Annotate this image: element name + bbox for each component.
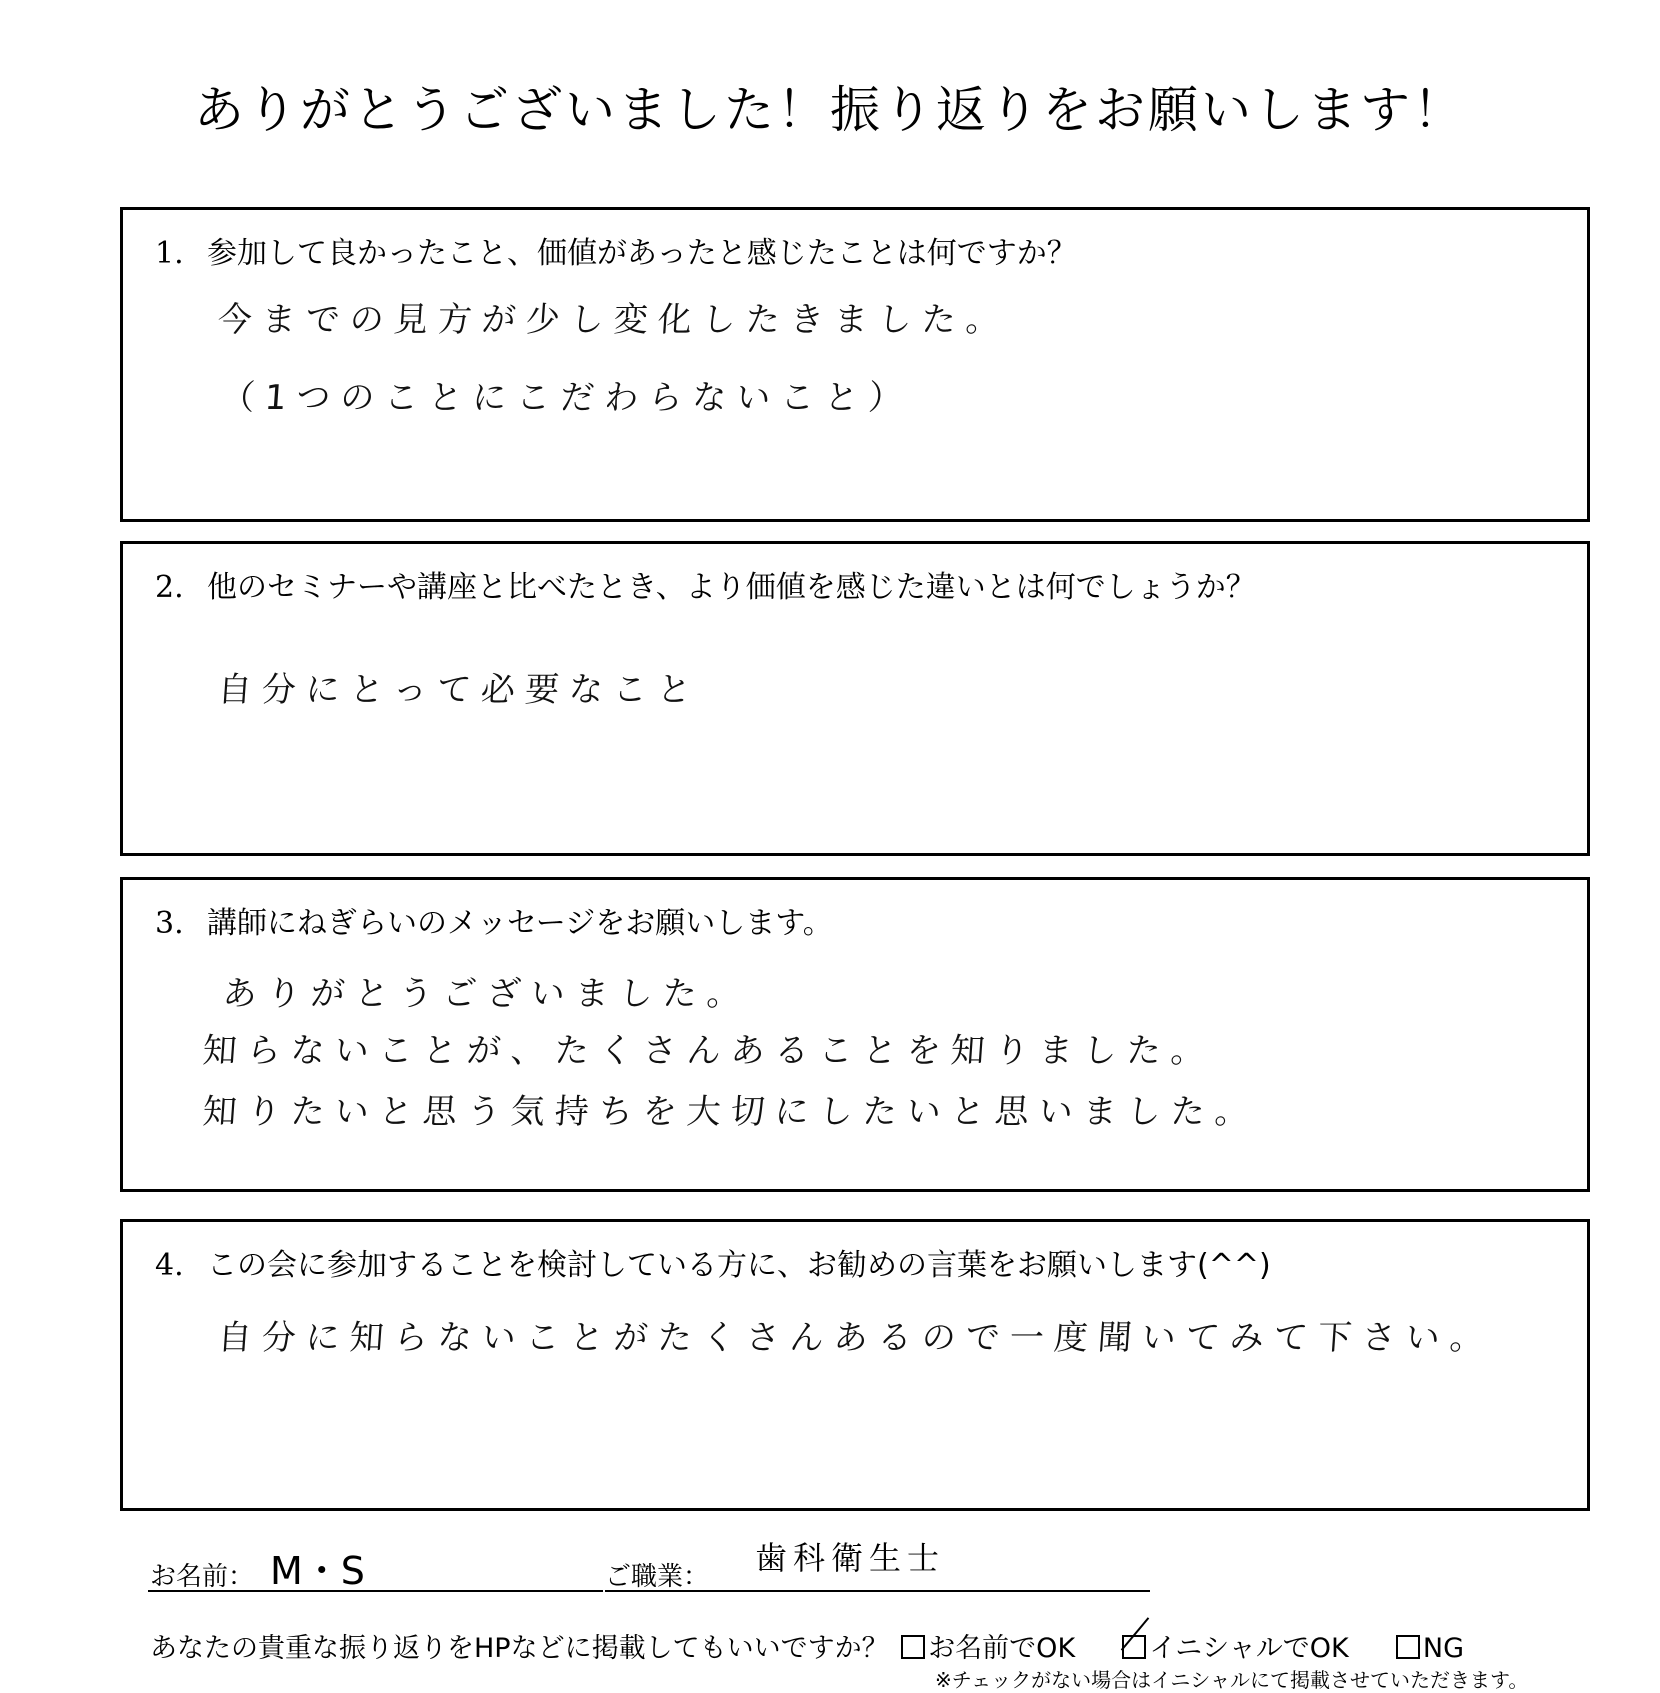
question-heading bbox=[155, 898, 833, 942]
consent-note: ※チェックがない場合はイニシャルにて掲載させていただきます。 bbox=[935, 1668, 1529, 1692]
question-box-4 bbox=[120, 1219, 1590, 1511]
page-title: ありがとうございました！振り返りをお願いします！ bbox=[194, 81, 1466, 139]
handwritten-answer-line: 知りたいと思う気持ちを大切にしたいと思いました。 bbox=[201, 1092, 1261, 1132]
name-value: M・S bbox=[270, 1549, 365, 1593]
name-underline bbox=[148, 1590, 603, 1592]
handwritten-answer-line: 知らないことが、たくさんあることを知りました。 bbox=[201, 1031, 1217, 1071]
handwritten-answer-line: ありがとうございました。 bbox=[221, 974, 753, 1014]
question-text: 講師にねぎらいのメッセージをお願いします。 bbox=[207, 906, 833, 941]
checkbox-initial-ok[interactable] bbox=[1122, 1635, 1146, 1659]
consent-question: あなたの貴重な振り返りをHPなどに掲載してもいいですか？ bbox=[150, 1633, 889, 1664]
job-underline bbox=[605, 1590, 1150, 1592]
question-text: 他のセミナーや講座と比べたとき、より価値を感じた違いとは何でしょうか？ bbox=[207, 570, 1256, 605]
handwritten-answer-line: 今までの見方が少し変化したきました。 bbox=[216, 300, 1012, 340]
question-text: この会に参加することを検討している方に、お勧めの言葉をお願いします(^^) bbox=[207, 1248, 1271, 1283]
question-text: 参加して良かったこと、価値があったと感じたことは何ですか？ bbox=[207, 236, 1077, 271]
option-label: NG bbox=[1422, 1633, 1464, 1664]
checkbox-ng[interactable] bbox=[1396, 1635, 1420, 1659]
publish-consent bbox=[150, 1626, 1464, 1665]
name-label: お名前： bbox=[150, 1562, 255, 1592]
question-box-1 bbox=[120, 207, 1590, 522]
job-value: 歯科衛生士 bbox=[755, 1539, 946, 1577]
handwritten-answer-line: （1つのことにこだわらないこと） bbox=[219, 378, 914, 418]
question-number: 4. bbox=[155, 1248, 184, 1283]
question-heading bbox=[155, 1240, 1271, 1284]
question-number: 3. bbox=[155, 906, 184, 941]
question-box-2 bbox=[120, 541, 1590, 856]
question-heading bbox=[155, 562, 1256, 606]
option-label: お名前でOK bbox=[928, 1633, 1076, 1664]
job-label: ご職業： bbox=[605, 1562, 710, 1592]
question-number: 1. bbox=[155, 236, 184, 271]
question-heading bbox=[155, 228, 1077, 272]
question-box-3 bbox=[120, 877, 1590, 1192]
handwritten-answer-line: 自分に知らないことがたくさんあるので一度聞いてみて下さい。 bbox=[216, 1318, 1496, 1358]
option-label: イニシャルでOK bbox=[1149, 1633, 1349, 1664]
question-number: 2. bbox=[155, 570, 184, 605]
checkbox-name-ok[interactable] bbox=[901, 1635, 925, 1659]
handwritten-answer-line: 自分にとって必要なこと bbox=[216, 670, 703, 710]
